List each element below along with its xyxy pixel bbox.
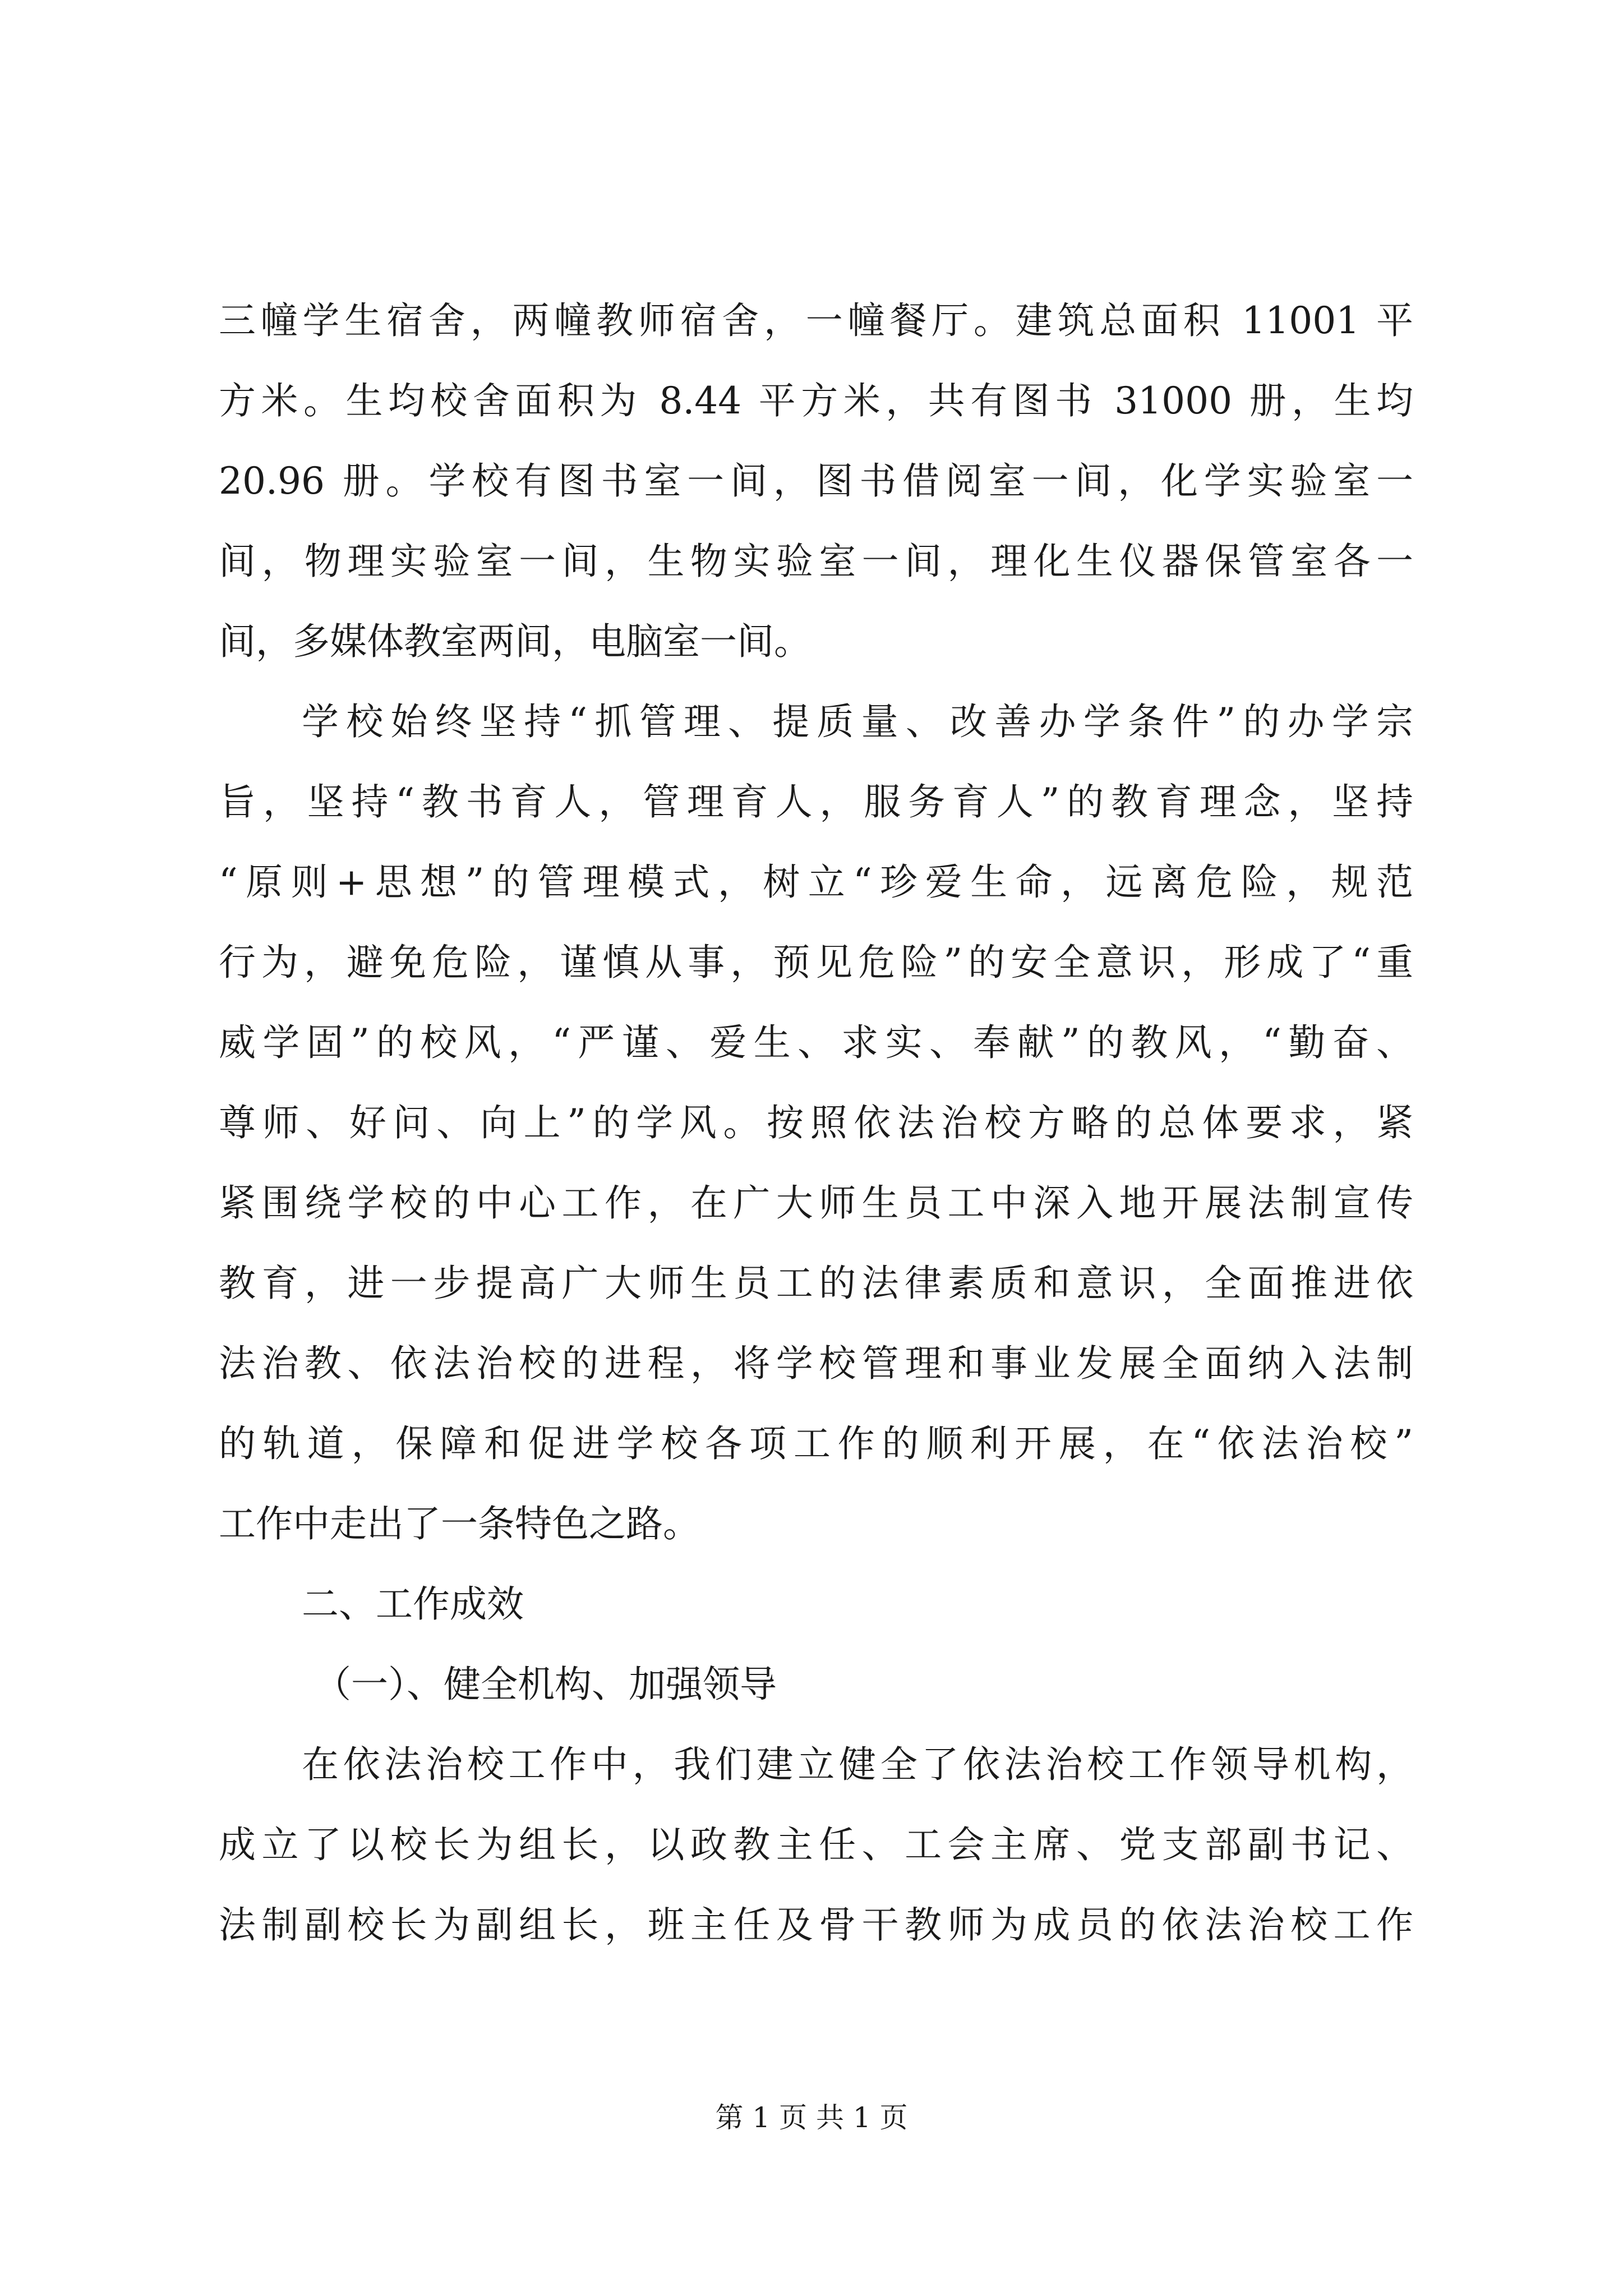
text-line: 20.96 册。学校有图书室一间，图书借阅室一间，化学实验室一 xyxy=(219,459,1413,503)
text-line: 教育，进一步提高广大师生员工的法律素质和意识，全面推进依 xyxy=(219,1262,1413,1305)
text-line: 在依法治校工作中，我们建立健全了依法治校工作领导机构， xyxy=(302,1743,1413,1786)
text-line: 威学固”的校风，“严谨、爱生、求实、奉献”的教风，“勤奋、 xyxy=(219,1021,1413,1064)
text-line: 法制副校长为副组长，班主任及骨干教师为成员的依法治校工作 xyxy=(219,1903,1413,1947)
text-line: 尊师、好问、向上”的学风。按照依法治校方略的总体要求，紧 xyxy=(219,1101,1413,1144)
text-line: 行为，避免危险，谨慎从事，预见危险”的安全意识，形成了“重 xyxy=(219,941,1413,984)
text-line: 三幢学生宿舍，两幢教师宿舍，一幢餐厅。建筑总面积 11001 平 xyxy=(219,299,1413,342)
text-line: “原则+思想”的管理模式，树立“珍爱生命，远离危险，规范 xyxy=(219,861,1413,904)
text-line: 间，多媒体教室两间，电脑室一间。 xyxy=(219,620,811,663)
text-line: 法治教、依法治校的进程，将学校管理和事业发展全面纳入法制 xyxy=(219,1342,1413,1385)
text-line: 间，物理实验室一间，生物实验室一间，理化生仪器保管室各一 xyxy=(219,540,1413,583)
text-line: 的轨道，保障和促进学校各项工作的顺利开展，在“依法治校” xyxy=(219,1422,1413,1465)
paragraph-school-philosophy xyxy=(219,682,1413,1564)
text-line: 学校始终坚持“抓管理、提质量、改善办学条件”的办学宗 xyxy=(302,700,1413,743)
page-number-footer: 第 1 页 共 1 页 xyxy=(715,2101,908,2134)
section-heading: 二、工作成效 xyxy=(302,1582,524,1626)
text-line: 旨，坚持“教书育人，管理育人，服务育人”的教育理念，坚持 xyxy=(219,780,1413,823)
paragraph-facilities xyxy=(219,280,1413,682)
text-line: 成立了以校长为组长，以政教主任、工会主席、党支部副书记、 xyxy=(219,1823,1413,1866)
text-line: 工作中走出了一条特色之路。 xyxy=(219,1502,700,1545)
paragraph-leadership xyxy=(219,1724,1413,1965)
subsection-heading: （一）、健全机构、加强领导 xyxy=(314,1663,777,1706)
text-line: 紧围绕学校的中心工作，在广大师生员工中深入地开展法制宣传 xyxy=(219,1181,1413,1225)
text-line: 方米。生均校舍面积为 8.44 平方米，共有图书 31000 册，生均 xyxy=(219,379,1413,422)
document-body xyxy=(219,280,1413,1965)
